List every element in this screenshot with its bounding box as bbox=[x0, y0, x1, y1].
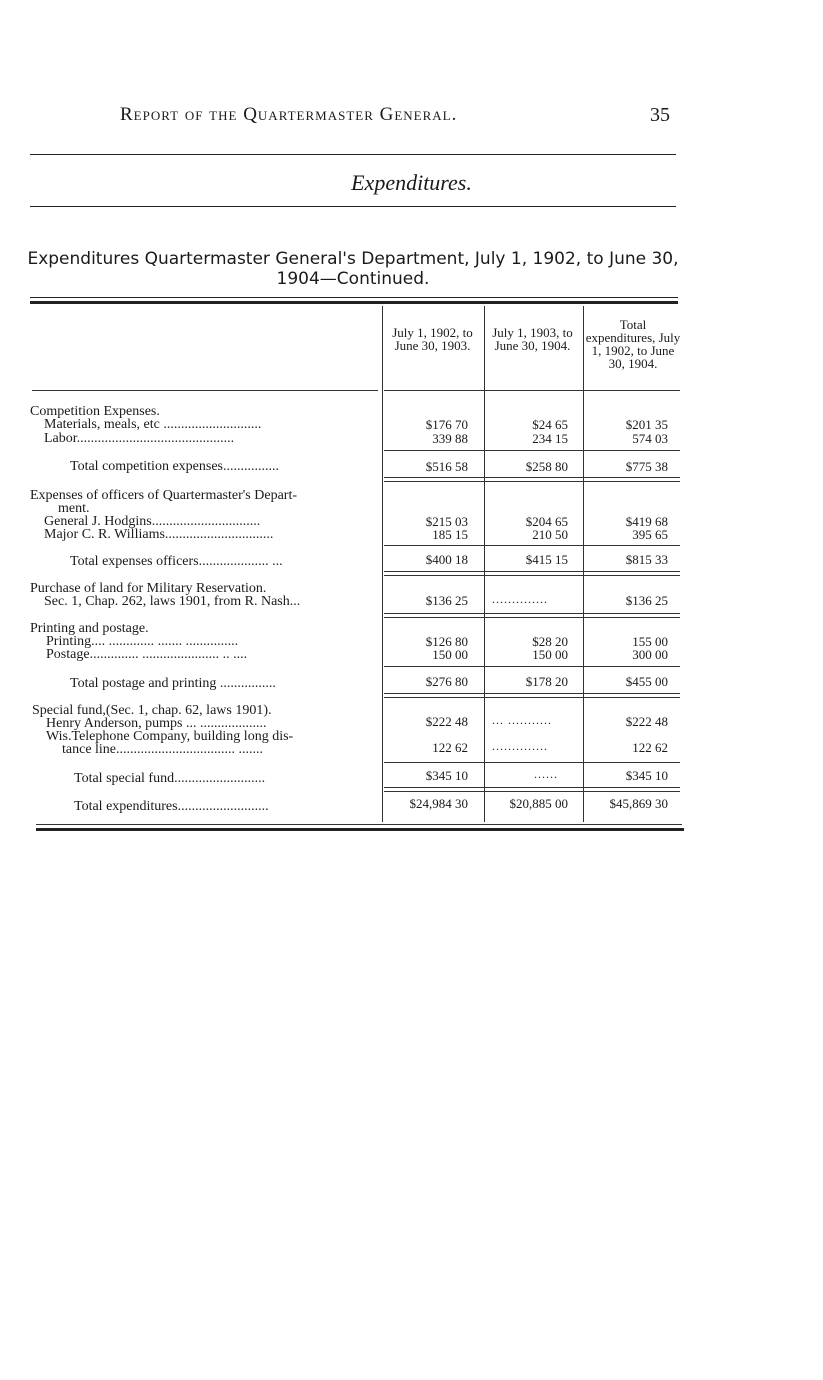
group-heading-competition: Competition Expenses. bbox=[30, 405, 160, 419]
cell-value: 122 62 bbox=[632, 740, 668, 755]
row-label: Henry Anderson, pumps ... ................... bbox=[46, 717, 267, 731]
total-value: $345 10 bbox=[425, 768, 468, 783]
cell-value: $222 48 bbox=[625, 714, 668, 729]
cell-value: $136 25 bbox=[625, 593, 668, 608]
column-divider-2 bbox=[484, 306, 485, 822]
cell-value: 339 88 bbox=[432, 431, 468, 446]
cell-value: 300 00 bbox=[632, 647, 668, 662]
group-heading-special: Special fund,(Sec. 1, chap. 62, laws 1901). bbox=[32, 704, 272, 718]
subtotal-rule bbox=[384, 762, 680, 763]
total-label: Total competition expenses................ bbox=[70, 460, 279, 474]
column-header-2: July 1, 1903, to June 30, 1904. bbox=[492, 325, 573, 353]
empty-cell-dots: ...... bbox=[534, 767, 558, 781]
group-heading-printing: Printing and postage. bbox=[30, 622, 149, 636]
row-label: Sec. 1, Chap. 262, laws 1901, from R. Nash... bbox=[44, 595, 301, 609]
cell-value: $204 65 bbox=[525, 514, 568, 529]
grand-total-value: $45,869 30 bbox=[609, 796, 668, 811]
total-double-rule bbox=[384, 575, 680, 576]
total-double-rule bbox=[384, 477, 680, 478]
total-value: $178 20 bbox=[525, 674, 568, 689]
cell-value: 185 15 bbox=[432, 527, 468, 542]
cell-value: 210 50 bbox=[532, 527, 568, 542]
group-heading-officers-cont: ment. bbox=[58, 502, 90, 516]
table-bottom-rule-thick bbox=[36, 828, 684, 831]
total-value: $345 10 bbox=[625, 768, 668, 783]
total-value: $276 80 bbox=[425, 674, 468, 689]
group-rule bbox=[384, 617, 680, 618]
table-bottom-rule bbox=[36, 824, 682, 825]
row-label: tance line.................................. ....... bbox=[62, 743, 264, 757]
grand-total-value: $20,885 00 bbox=[509, 796, 568, 811]
top-rule bbox=[30, 154, 676, 155]
group-heading-land: Purchase of land for Military Reservation. bbox=[30, 582, 267, 596]
cell-value: 155 00 bbox=[632, 634, 668, 649]
cell-value: 574 03 bbox=[632, 431, 668, 446]
row-label: Printing.... ............. ....... ............... bbox=[46, 635, 239, 649]
cell-value: 234 15 bbox=[532, 431, 568, 446]
total-double-rule bbox=[384, 791, 680, 792]
row-label: Labor............................................. bbox=[44, 432, 235, 446]
subtotal-rule bbox=[384, 666, 680, 667]
section-rule bbox=[30, 206, 676, 207]
header-bottom-rule-cols bbox=[384, 390, 680, 391]
row-label: Postage.............. ...................... .. .... bbox=[46, 648, 248, 662]
cell-value: $176 70 bbox=[425, 417, 468, 432]
total-label: Total postage and printing ................ bbox=[70, 677, 276, 691]
table-top-rule bbox=[30, 297, 678, 298]
group-rule bbox=[384, 613, 680, 614]
cell-value: $215 03 bbox=[425, 514, 468, 529]
total-value: $258 80 bbox=[525, 459, 568, 474]
total-value: $400 18 bbox=[425, 552, 468, 567]
column-header-3: Total expenditures, July 1, 1902, to June 30, 1904. bbox=[585, 317, 681, 371]
subtotal-rule bbox=[384, 545, 680, 546]
cell-value: $136 25 bbox=[425, 593, 468, 608]
empty-cell-dots: ... ........... bbox=[492, 713, 552, 727]
total-double-rule bbox=[384, 787, 680, 788]
table-top-rule-thick bbox=[30, 301, 678, 304]
column-divider-3 bbox=[583, 306, 584, 822]
cell-value: $126 80 bbox=[425, 634, 468, 649]
empty-cell-dots: .............. bbox=[492, 592, 548, 606]
cell-value: $222 48 bbox=[425, 714, 468, 729]
column-header-1: July 1, 1902, to June 30, 1903. bbox=[392, 325, 473, 353]
total-value: $455 00 bbox=[625, 674, 668, 689]
total-double-rule bbox=[384, 697, 680, 698]
page-number: 35 bbox=[650, 104, 670, 126]
column-divider-1 bbox=[382, 306, 383, 822]
cell-value: $24 65 bbox=[532, 417, 568, 432]
header-bottom-rule bbox=[32, 390, 378, 391]
cell-value: $419 68 bbox=[625, 514, 668, 529]
empty-cell-dots: .............. bbox=[492, 739, 548, 753]
row-label: General J. Hodgins............................... bbox=[44, 515, 261, 529]
cell-value: 122 62 bbox=[432, 740, 468, 755]
row-label-line1: Wis.Telephone Company, building long dis- bbox=[46, 730, 294, 744]
total-double-rule bbox=[384, 693, 680, 694]
subtotal-rule bbox=[384, 450, 680, 451]
grand-total-value: $24,984 30 bbox=[409, 796, 468, 811]
cell-value: 150 00 bbox=[532, 647, 568, 662]
running-head: Report of the Quartermaster General. bbox=[120, 104, 458, 125]
group-heading-officers: Expenses of officers of Quartermaster's Depart- bbox=[30, 489, 297, 503]
total-value: $815 33 bbox=[625, 552, 668, 567]
cell-value: 150 00 bbox=[432, 647, 468, 662]
cell-value: $28 20 bbox=[532, 634, 568, 649]
row-label: Major C. R. Williams............................... bbox=[44, 528, 274, 542]
table-title: Expenditures Quartermaster General's Department, July 1, 1902, to June 30, 1904—Continued. bbox=[27, 249, 679, 289]
total-value: $775 38 bbox=[625, 459, 668, 474]
grand-total-label: Total expenditures.......................... bbox=[74, 800, 269, 814]
cell-value: $201 35 bbox=[625, 417, 668, 432]
total-value: $516 58 bbox=[425, 459, 468, 474]
total-label: Total expenses officers.................... ... bbox=[70, 555, 283, 569]
cell-value: 395 65 bbox=[632, 527, 668, 542]
total-double-rule bbox=[384, 571, 680, 572]
section-title: Expenditures. bbox=[351, 170, 472, 195]
total-value: $415 15 bbox=[525, 552, 568, 567]
row-label: Materials, meals, etc ............................ bbox=[44, 418, 262, 432]
total-double-rule bbox=[384, 481, 680, 482]
total-label: Total special fund.......................... bbox=[74, 772, 266, 786]
